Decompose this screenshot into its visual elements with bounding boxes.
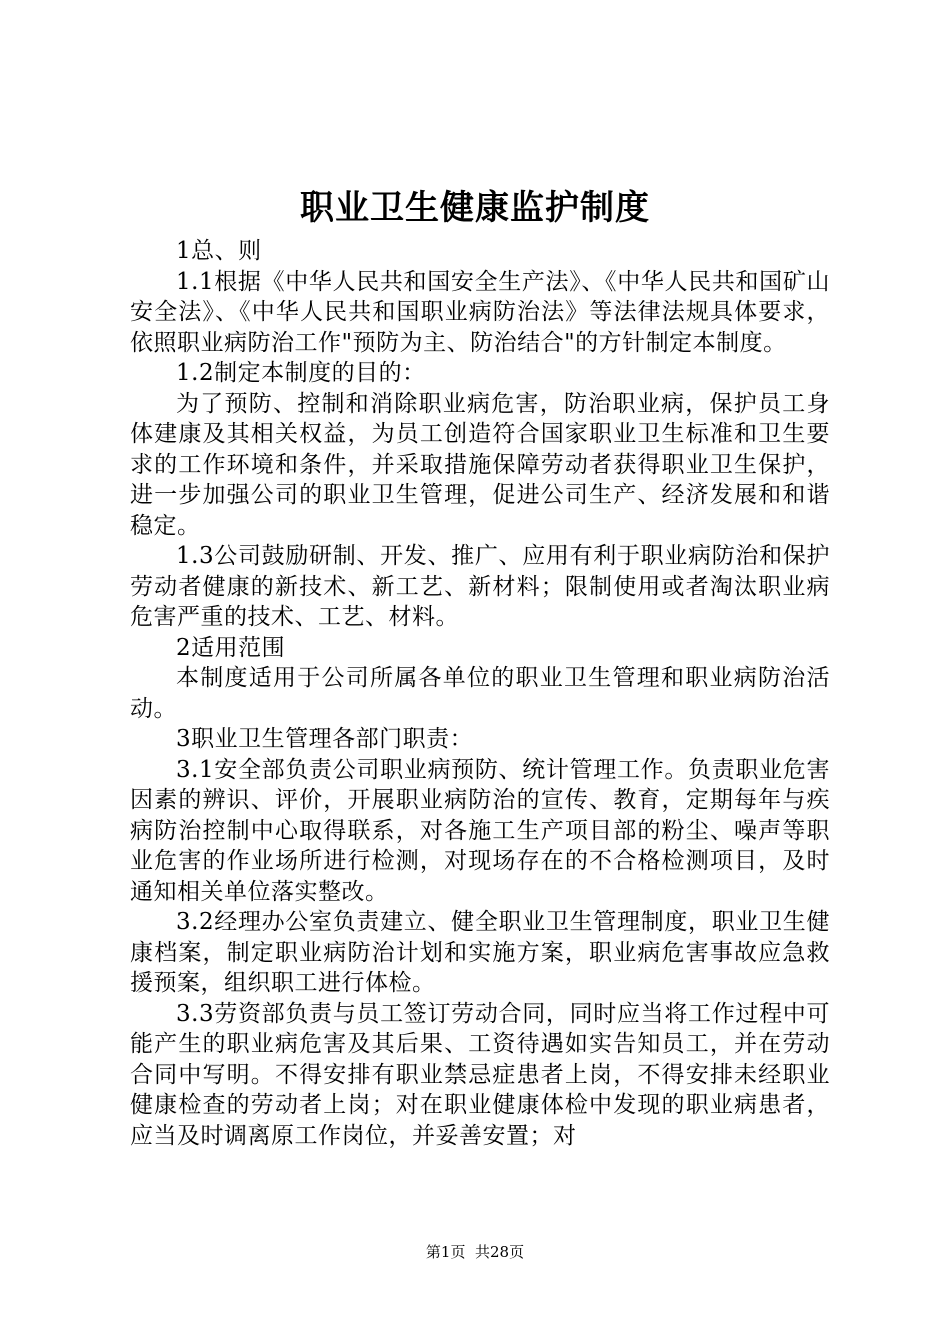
paragraph-purpose: 为了预防、控制和消除职业病危害，防治职业病，保护员工身体建康及其相关权益，为员工创造符合国家职业卫生标准和卫生要求的工作环境和条件，并采取措施保障劳动者获得职业卫生保护，进一步加强公司的职业卫生管理，促进公司生产、经济发展和和谐稳定。	[130, 390, 830, 539]
page-footer: 第1页 共28页	[425, 1243, 525, 1261]
paragraph-1-1: 1.1根据《中华人民共和国安全生产法》、《中华人民共和国矿山安全法》、《中华人民共和国职业病防治法》等法律法规具体要求，依照职业病防治工作"预防为主、防治结合"的方针制定本制度。	[130, 268, 830, 356]
document-title: 职业卫生健康监护制度	[300, 188, 650, 228]
paragraph-3-1: 3.1安全部负责公司职业病预防、统计管理工作。负责职业危害因素的辨识、评价，开展职业病防治的宣传、教育，定期每年与疾病防治控制中心取得联系，对各施工生产项目部的粉尘、噪声等职业危害的作业场所进行检测，对现场存在的不合格检测项目，及时通知相关单位落实整改。	[130, 756, 830, 905]
document-body	[130, 236, 830, 1151]
paragraph-1-2: 1.2制定本制度的目的：	[176, 360, 426, 386]
paragraph-scope: 本制度适用于公司所属各单位的职业卫生管理和职业病防治活动。	[130, 665, 830, 722]
paragraph-1-3: 1.3公司鼓励研制、开发、推广、应用有利于职业病防治和保护劳动者健康的新技术、新工艺、新材料；限制使用或者淘汰职业病危害严重的技术、工艺、材料。	[130, 543, 830, 630]
section-heading-general: 1总、则	[176, 238, 262, 264]
section-heading-scope: 2适用范围	[176, 634, 286, 661]
paragraph-3-2: 3.2经理办公室负责建立、健全职业卫生管理制度，职业卫生健康档案，制定职业病防治计划和实施方案，职业病危害事故应急救援预案，组织职工进行体检。	[130, 909, 830, 996]
paragraph-3-3: 3.3劳资部负责与员工签订劳动合同，同时应当将工作过程中可能产生的职业病危害及其后果、工资待遇如实告知员工，并在劳动合同中写明。不得安排有职业禁忌症患者上岗，不得安排未经职业健康检查的劳动者上岗；对在职业健康体检中发现的职业病患者，应当及时调离原工作岗位，并妥善安置；对	[130, 1000, 830, 1149]
section-heading-responsibilities: 3职业卫生管理各部门职责：	[176, 726, 474, 752]
